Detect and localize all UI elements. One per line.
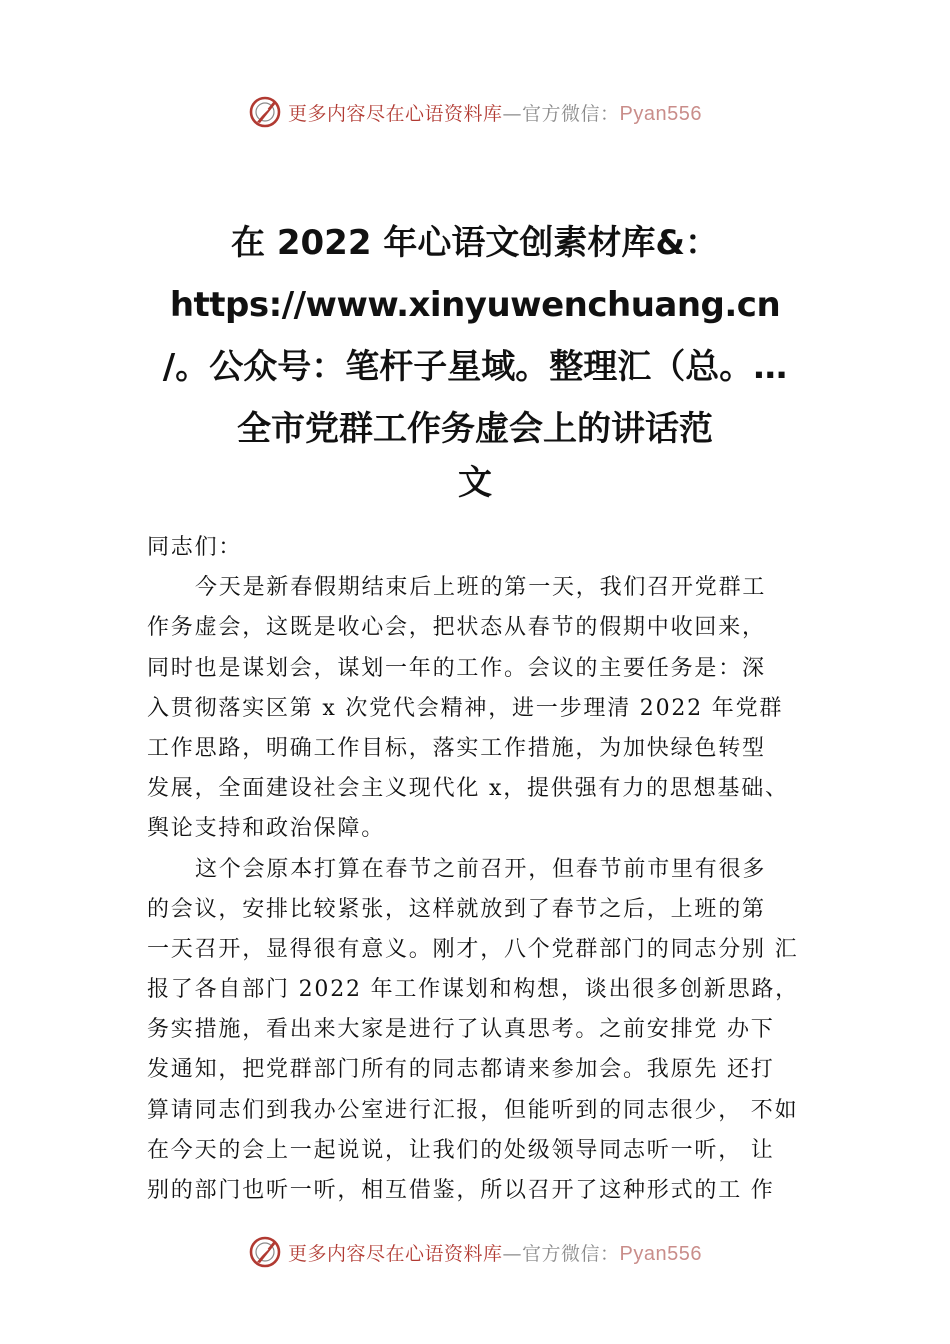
- paragraph-line: 算请同志们到我办公室进行汇报，但能听到的同志很少， 不如: [147, 1097, 799, 1123]
- title-line: 在 2022 年心语文创素材库&：: [231, 223, 719, 263]
- title-line: https://www.xinyuwenchuang.cn: [169, 285, 781, 325]
- header-banner: [0, 92, 950, 132]
- quill-pen-seal-icon: [248, 95, 282, 129]
- paragraph-line: 工作思路，明确工作目标，落实工作措施，为加快绿色转型: [147, 735, 766, 761]
- banner-wechat-label: 官方微信：: [522, 102, 620, 125]
- paragraph-line: 别的部门也听一听，相互借鉴，所以召开了这种形式的工 作: [147, 1178, 775, 1203]
- paragraph-line: 入贯彻落实区第 x 次党代会精神，进一步理清 2022 年党群: [147, 695, 784, 721]
- paragraph-line: 一天召开，显得很有意义。刚才，八个党群部门的同志分别 汇: [147, 936, 799, 962]
- paragraph-line: 发展，全面建设社会主义现代化 x，提供强有力的思想基础、: [147, 776, 789, 802]
- salutation: 同志们：: [147, 535, 243, 560]
- quill-pen-seal-icon: [248, 1235, 282, 1269]
- title-line: 文: [458, 463, 492, 503]
- paragraph-line: 作务虚会，这既是收心会，把状态从春节的假期中收回来，: [147, 615, 766, 641]
- title-line: 全市党群工作务虚会上的讲话范: [237, 409, 713, 449]
- banner-brand: 更多内容尽在心语资料库: [288, 1242, 503, 1265]
- banner-separator: —: [502, 102, 523, 125]
- paragraph-line: 的会议，安排比较紧张，这样就放到了春节之后，上班的第: [147, 896, 766, 922]
- banner-wechat-id: Pyan556: [619, 1242, 702, 1265]
- paragraph-line: 舆论支持和政治保障。: [147, 816, 386, 842]
- banner-wechat-label: 官方微信：: [522, 1242, 620, 1265]
- paragraph-line: 在今天的会上一起说说，让我们的处级领导同志听一听， 让: [147, 1137, 775, 1163]
- paragraph-line: 这个会原本打算在春节之前召开，但春节前市里有很多: [195, 856, 767, 882]
- paragraph-line: 同时也是谋划会，谋划一年的工作。会议的主要任务是：深: [147, 655, 766, 681]
- document-body: [147, 528, 837, 1211]
- title-line: /。公众号：笔杆子星域。整理汇（总。…: [162, 347, 788, 387]
- banner-wechat-id: Pyan556: [619, 102, 702, 125]
- banner-brand: 更多内容尽在心语资料库: [288, 102, 503, 125]
- footer-banner: [0, 1232, 950, 1272]
- banner-text: [288, 99, 702, 126]
- paragraph-line: 发通知，把党群部门所有的同志都请来参加会。我原先 还打: [147, 1057, 775, 1083]
- banner-text: [288, 1239, 702, 1266]
- paragraph-line: 务实措施，看出来大家是进行了认真思考。之前安排党 办下: [147, 1017, 775, 1043]
- banner-separator: —: [502, 1242, 523, 1265]
- document-title: [130, 212, 820, 506]
- paragraph-line: 今天是新春假期结束后上班的第一天，我们召开党群工: [195, 575, 767, 601]
- paragraph-line: 报了各自部门 2022 年工作谋划和构想，谈出很多创新思路，: [147, 977, 799, 1003]
